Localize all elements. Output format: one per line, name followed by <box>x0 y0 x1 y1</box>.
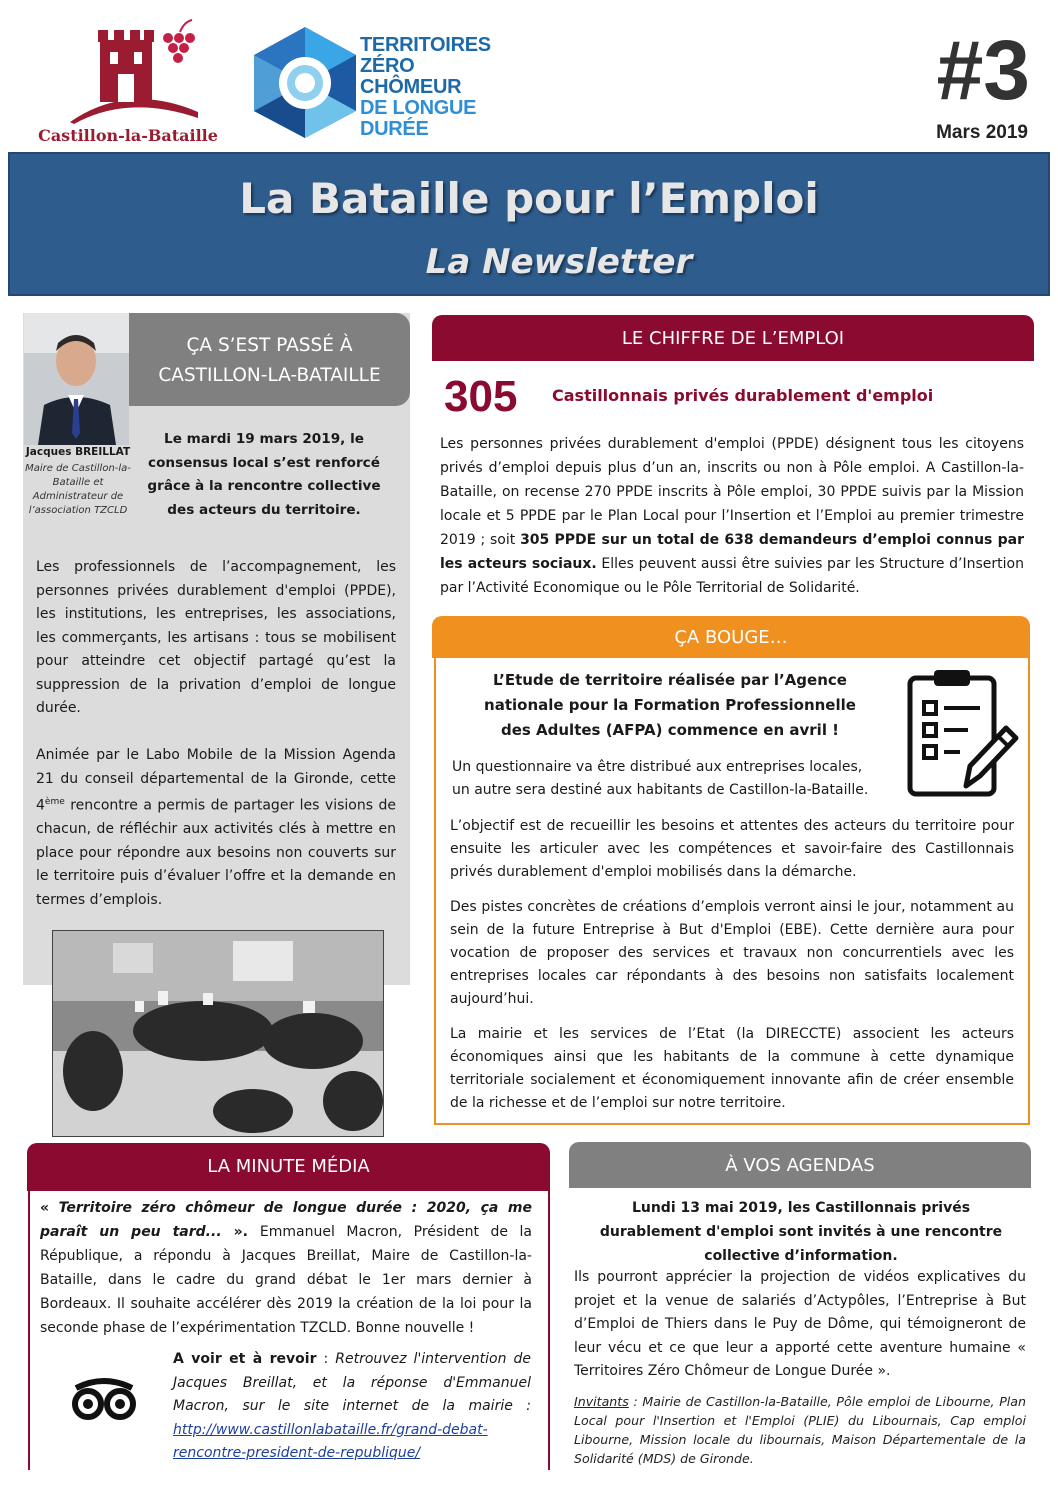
issue-number: #3 <box>936 23 1030 117</box>
watch-again-text: Retrouvez l'intervention de Jacques Breillat, et la réponse d'Emmanuel Macron, sur le site internet de la mairie : <box>173 1351 532 1414</box>
tzcld-line-1: TERRITOIRES <box>360 34 491 56</box>
mayor-photo <box>24 313 129 445</box>
castillon-logo <box>28 12 228 147</box>
section-header-media <box>27 1143 550 1191</box>
media-text: Emmanuel Macron, Président de la République, a répondu à Jacques Breillat, Maire de Castillon-la-Bataille, dans le cadre du grand débat le 1er mars dernier à Bordeaux. Il souhaite accélérer dès 2019 la création de la loi pour la seconde phase de l’expérimentation TZCLD. Bonne nouvelle ! <box>40 1224 532 1336</box>
watch-again-separator: : <box>316 1351 336 1367</box>
guests-label: Invitants <box>574 1394 629 1409</box>
media-quote: Territoire zéro chômeur de longue durée : 2020, ça me paraît un peu tard... <box>40 1200 532 1240</box>
job-figure-text-bold: 305 PPDE sur un total de 638 demandeurs d’emploi connus par les acteurs sociaux. <box>440 532 1024 572</box>
title-banner <box>8 152 1050 296</box>
guests-list: Mairie de Castillon-la-Bataille, Pôle emploi de Libourne, Plan Local pour l'Insertion et l'Emploi (PLIE) du Libournais, Cap emploi Libourne, Mission locale du libournais, Maison Départementale de la Solidarité (MDS) de Gironde. <box>574 1394 1027 1466</box>
job-figure-heading: LE CHIFFRE DE L’EMPLOI <box>621 328 845 349</box>
tzcld-logo-text <box>360 35 510 140</box>
job-figure-number: 305 <box>444 372 518 421</box>
section-title-line-2: CASTILLON-LA-BATAILLE <box>158 365 381 386</box>
agenda-guests <box>574 1392 1026 1468</box>
news-lead: L’Etude de territoire réalisée par l’Agence nationale pour la Formation Professionnelle des Adultes (AFPA) commence en avril ! <box>484 671 856 739</box>
media-heading: LA MINUTE MÉDIA <box>207 1156 370 1177</box>
tzcld-line-3: DE LONGUE <box>360 97 477 119</box>
paragraph-2-superscript: ème <box>44 797 65 807</box>
media-body <box>40 1196 532 1340</box>
tzcld-line-4: DURÉE <box>360 118 429 140</box>
mayor-role: Maire de Castillon-la-Bataille et Administrateur de l’association TZCLD <box>25 463 131 516</box>
job-figure-label: Castillonnais privés durablement d'emploi <box>552 386 934 405</box>
tzcld-line-2: ZÉRO CHÔMEUR <box>360 55 462 98</box>
agenda-heading: À VOS AGENDAS <box>725 1155 875 1176</box>
tzcld-logo <box>250 25 510 140</box>
section-header-job-figure <box>432 315 1034 361</box>
media-watch-again <box>173 1348 531 1466</box>
local-news-body <box>36 556 396 936</box>
news-paragraph-1: Un questionnaire va être distribué aux entreprises locales, un autre sera destiné aux habitants de Castillon-la-Bataille. <box>452 759 869 798</box>
news-body <box>450 815 1014 1127</box>
paragraph-2-part-a: Animée par le Labo Mobile de la Mission Agenda 21 du conseil départemental de la Gironde, cette 4 <box>36 747 396 814</box>
local-news-paragraph-2 <box>36 744 396 912</box>
news-paragraph-4: La mairie et les services de l’Etat (la DIRECCTE) associent les acteurs économiques ainsi que les habitants de la commune à cette dynamique territoriale socialement et économiquement innovante afin de créer ensemble de la richesse et de l’emploi sur notre territoire. <box>450 1026 1014 1111</box>
section-header-agenda <box>569 1142 1031 1188</box>
guests-separator: : <box>628 1394 643 1409</box>
meeting-photo <box>52 930 384 1137</box>
news-heading: ÇA BOUGE… <box>674 627 788 648</box>
newsletter-subtitle: La Newsletter <box>425 242 693 282</box>
hexagon-logo <box>250 25 360 140</box>
section-header-local-news <box>129 313 410 406</box>
mayor-name: Jacques BREILLAT <box>25 446 131 458</box>
glasses-icon <box>70 1374 138 1424</box>
news-paragraph-2: L’objectif est de recueillir les besoins et attentes des acteurs du territoire pour ensuite les articuler avec les compétences et savoir-faire des Castillonnais privés durablement d'emploi mobilisés dans la démarche. <box>450 818 1014 880</box>
newsletter-title: La Bataille pour l’Emploi <box>239 174 819 223</box>
local-news-lead: Le mardi 19 mars 2019, le consensus local s’est renforcé grâce à la rencontre collective des acteurs du territoire. <box>147 431 381 518</box>
issue-date: Mars 2019 <box>936 122 1028 143</box>
section-title-line-1: ÇA S’EST PASSÉ À <box>186 335 353 356</box>
job-figure-text-b: Elles peuvent aussi être suivies par les Structure d’Insertion par l’Activité Economique ou le Pôle Territorial de Solidarité. <box>440 556 1024 596</box>
section-title-local-news <box>129 331 410 391</box>
media-quote-close: ». <box>233 1224 260 1240</box>
watch-again-label: A voir et à revoir <box>173 1351 317 1367</box>
news-paragraph-3: Des pistes concrètes de créations d’emplois verront ainsi le jour, notamment au sein de la future Entreprise à But d'Emploi (EBE). Cette dernière aura pour vocation de proposer des services et travaux non concurrentiels avec les entreprises locales car répondants à des besoins non satisfaits localement aujourd’hui. <box>450 899 1014 1007</box>
media-quote-open: « <box>40 1200 59 1216</box>
local-news-paragraph-1: Les professionnels de l’accompagnement, les personnes privées durablement d'emploi (PPDE), les institutions, les entreprises, les associations, les commerçants, les artisans : tous se mobilisent pour atteindre cet objectif partagé qu’est la suppression de la privation d’emploi de longue durée. <box>36 559 396 716</box>
job-figure-body <box>440 432 1024 600</box>
agenda-lead: Lundi 13 mai 2019, les Castillonnais privés durablement d'emploi sont invités à une rencontre collective d’information. <box>599 1200 1003 1264</box>
agenda-body: Ils pourront apprécier la projection de vidéos explicatives du projet et la venue de salariés d’Actypôles, l’Entreprise à But d’Emploi de Thiers dans le Puy de Dôme, qui témoigneront de leur vécu et ce que leur a apporté cette aventure humaine « Territoires Zéro Chômeur de Longue Durée ». <box>574 1269 1026 1379</box>
castle-grapes-logo <box>28 12 228 124</box>
section-header-news <box>432 616 1030 658</box>
job-figure-text-a: Les personnes privées durablement d'emploi (PPDE) désignent tous les citoyens privés d’emploi depuis plus d’un an, inscrits ou non à Pôle emploi. A Castillon-la-Bataille, on recense 270 PPDE inscrits à Pôle emploi, 30 PPDE suivis par la Mission locale et 5 PPDE par le Plan Local pour l’Insertion et l’Emploi au premier trimestre 2019 ; soit <box>440 436 1024 548</box>
clipboard-checklist-icon <box>904 662 1020 802</box>
town-website-link[interactable]: http://www.castillonlabataille.fr/grand-debat-rencontre-president-de-republique/ <box>173 1421 488 1461</box>
paragraph-2-part-b: rencontre a permis de partager les visions de chacun, de réfléchir aux activités clés à mettre en place pour répondre aux besoins non couverts sur le territoire puis d’évaluer l’offre et la demande en termes d’emplois. <box>36 797 396 908</box>
castillon-logo-name: Castillon-la-Bataille <box>38 126 218 145</box>
